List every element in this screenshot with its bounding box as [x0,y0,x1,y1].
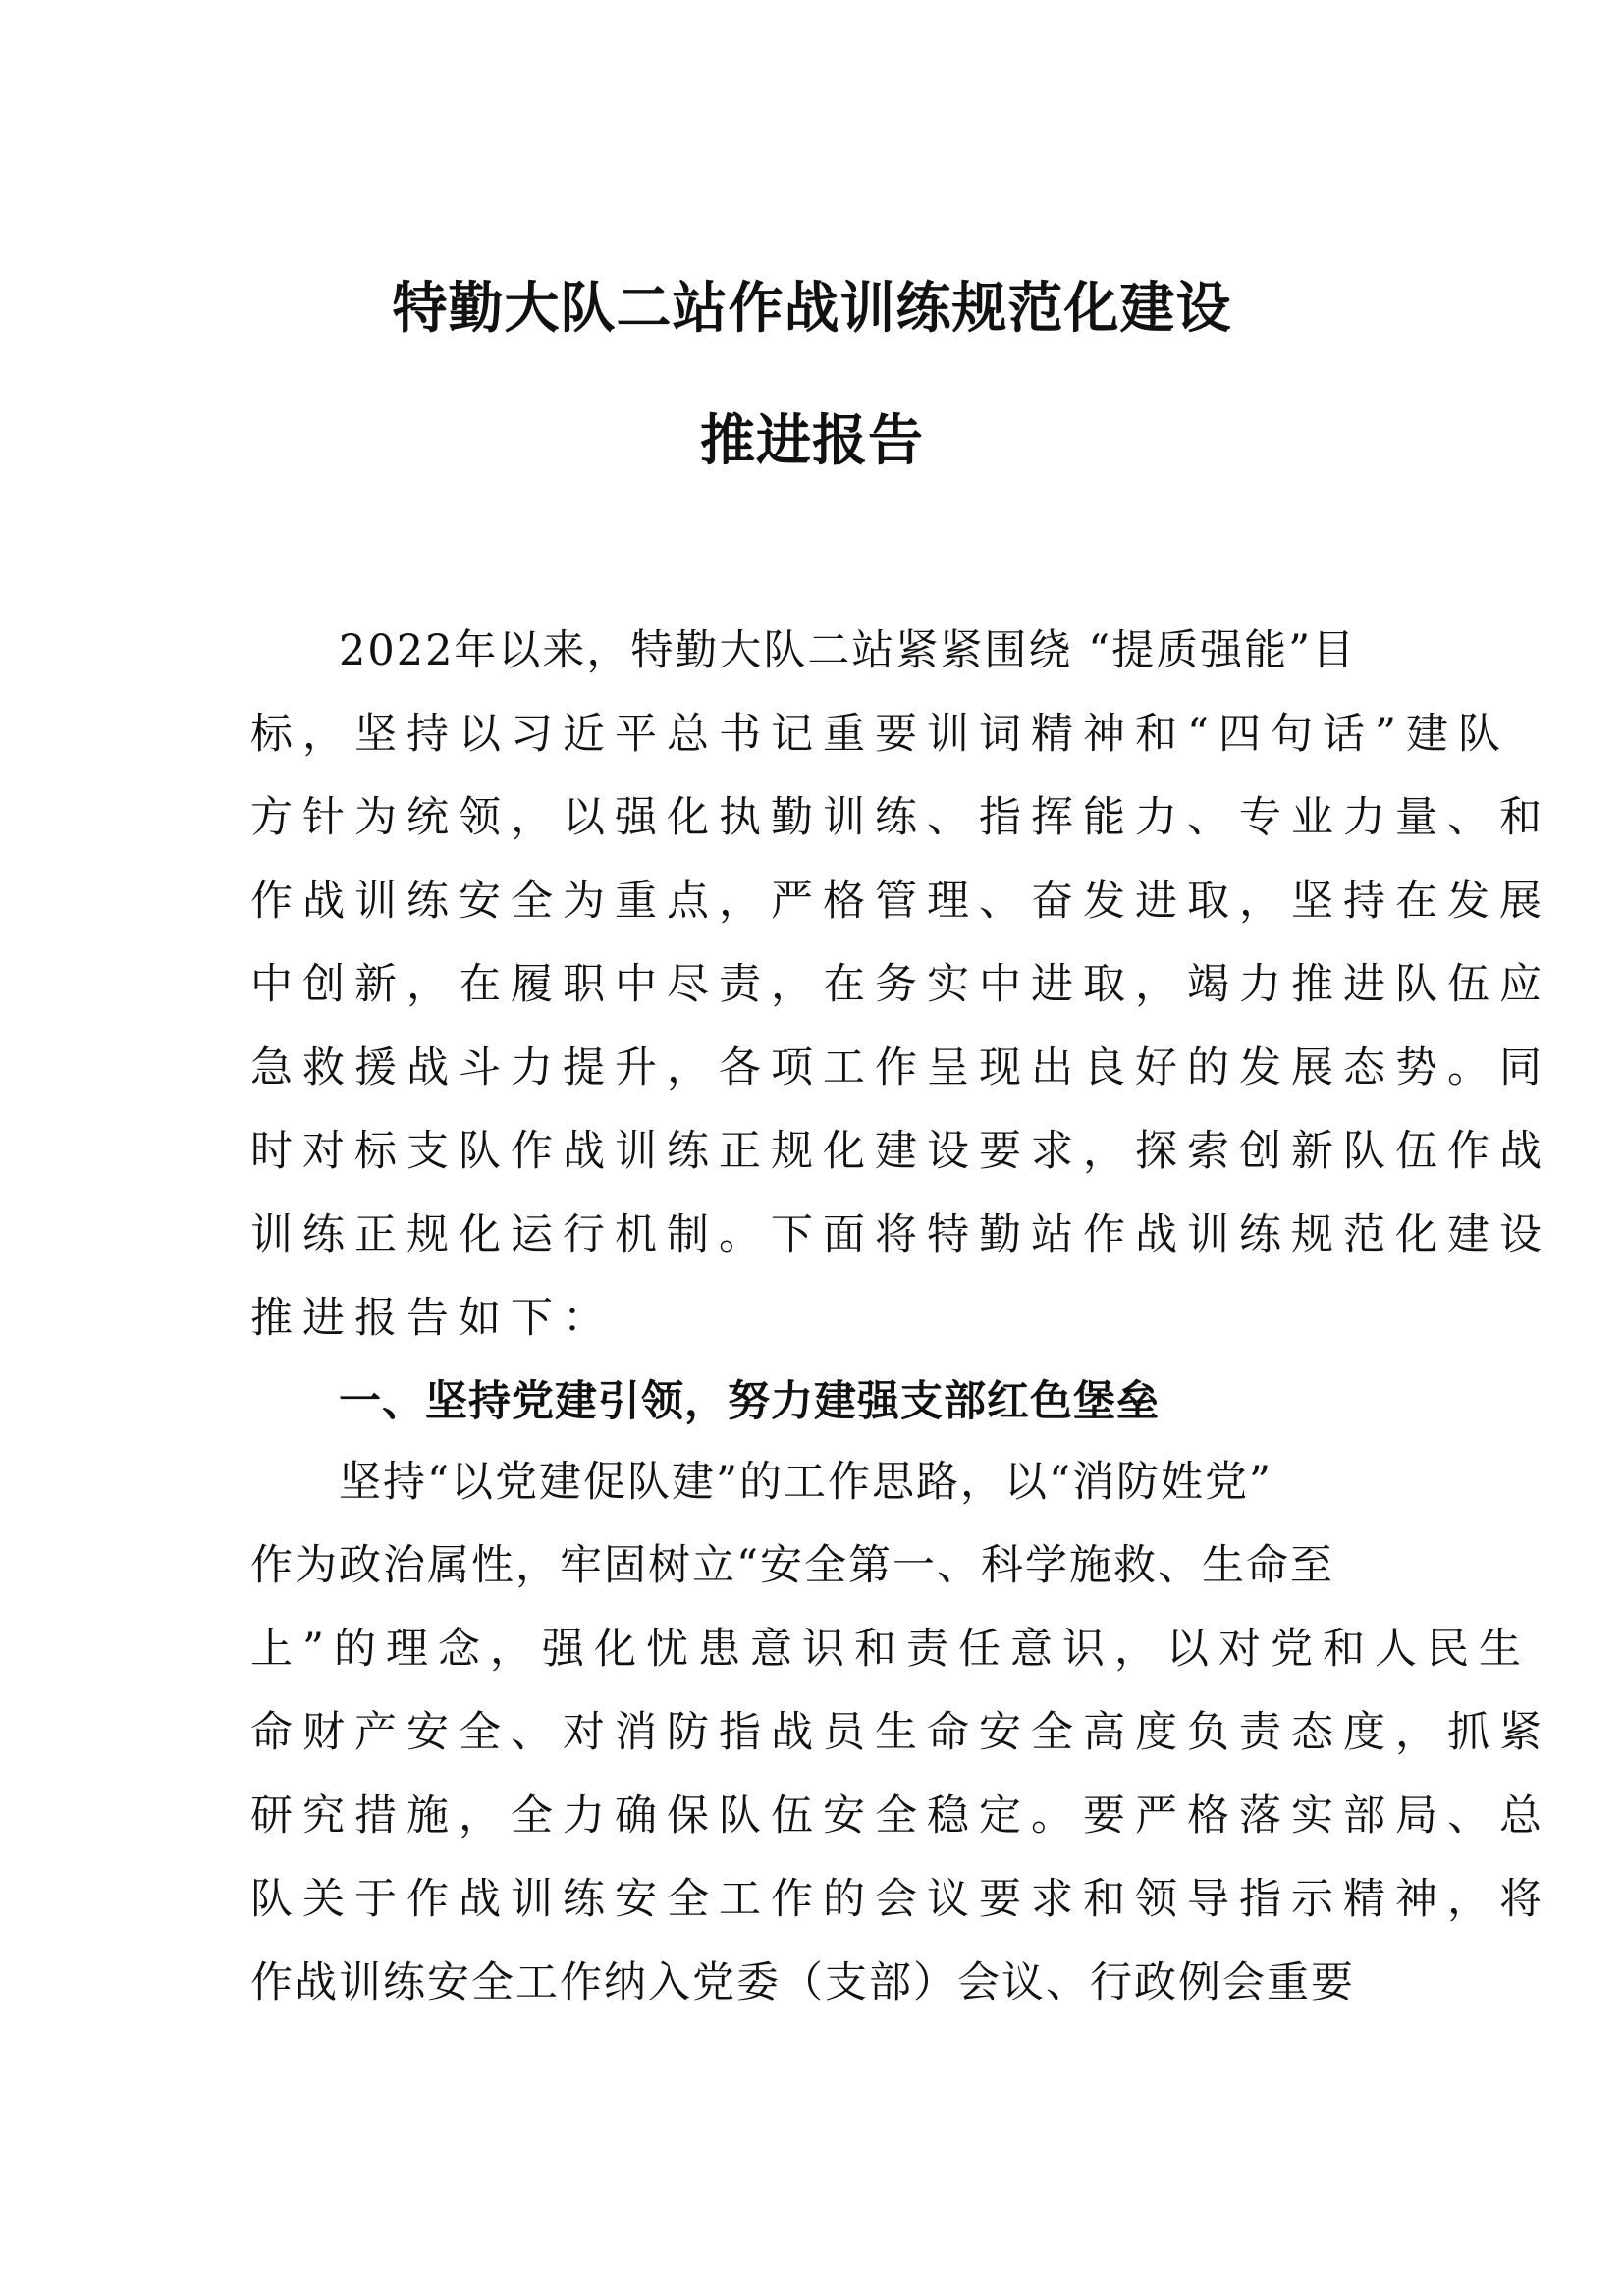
section1-line: 作战训练安全工作纳入党委（支部）会议、行政例会重要 [250,1958,1355,2007]
section1-line: 研究措施，全力确保队伍安全稳定。要严格落实部局、总 [250,1791,1551,1841]
intro-line: 中创新，在履职中尽责，在务实中进取，竭力推进队伍应 [250,960,1551,1009]
section1-line: 作为政治属性，牢固树立“安全第一、科学施救、生命至 [250,1541,1334,1590]
section-heading: 一、坚持党建引领，努力建强支部红色堡垒 [339,1377,1160,1426]
intro-line: 急救援战斗力提升，各项工作呈现出良好的发展态势。同 [250,1043,1551,1093]
section1-line: 队关于作战训练安全工作的会议要求和领导指示精神，将 [250,1875,1551,1924]
intro-line: 标，坚持以习近平总书记重要训词精神和“四句话”建队 [250,710,1510,759]
section1-line: 坚持“以党建促队建”的工作思路，以“消防姓党” [339,1458,1272,1507]
intro-line: 时对标支队作战训练正规化建设要求，探索创新队伍作战 [250,1127,1551,1176]
section1-line: 命财产安全、对消防指战员生命安全高度负责态度，抓紧 [250,1708,1551,1757]
section1-line: 上”的理念，强化忧患意识和责任意识，以对党和人民生 [250,1625,1531,1674]
document-title-line-2: 推进报告 [700,409,924,473]
intro-line: 2022年以来，特勤大队二站紧紧围绕 “提质强能”目 [339,626,1357,675]
intro-line: 训练正规化运行机制。下面将特勤站作战训练规范化建设 [250,1210,1551,1259]
intro-line: 推进报告如下： [250,1294,615,1343]
document-title-line-1: 特勤大队二站作战训练规范化建设 [392,277,1232,341]
intro-line: 作战训练安全为重点，严格管理、奋发进取，坚持在发展 [250,877,1551,926]
intro-line: 方针为统领，以强化执勤训练、指挥能力、专业力量、和 [250,793,1551,842]
